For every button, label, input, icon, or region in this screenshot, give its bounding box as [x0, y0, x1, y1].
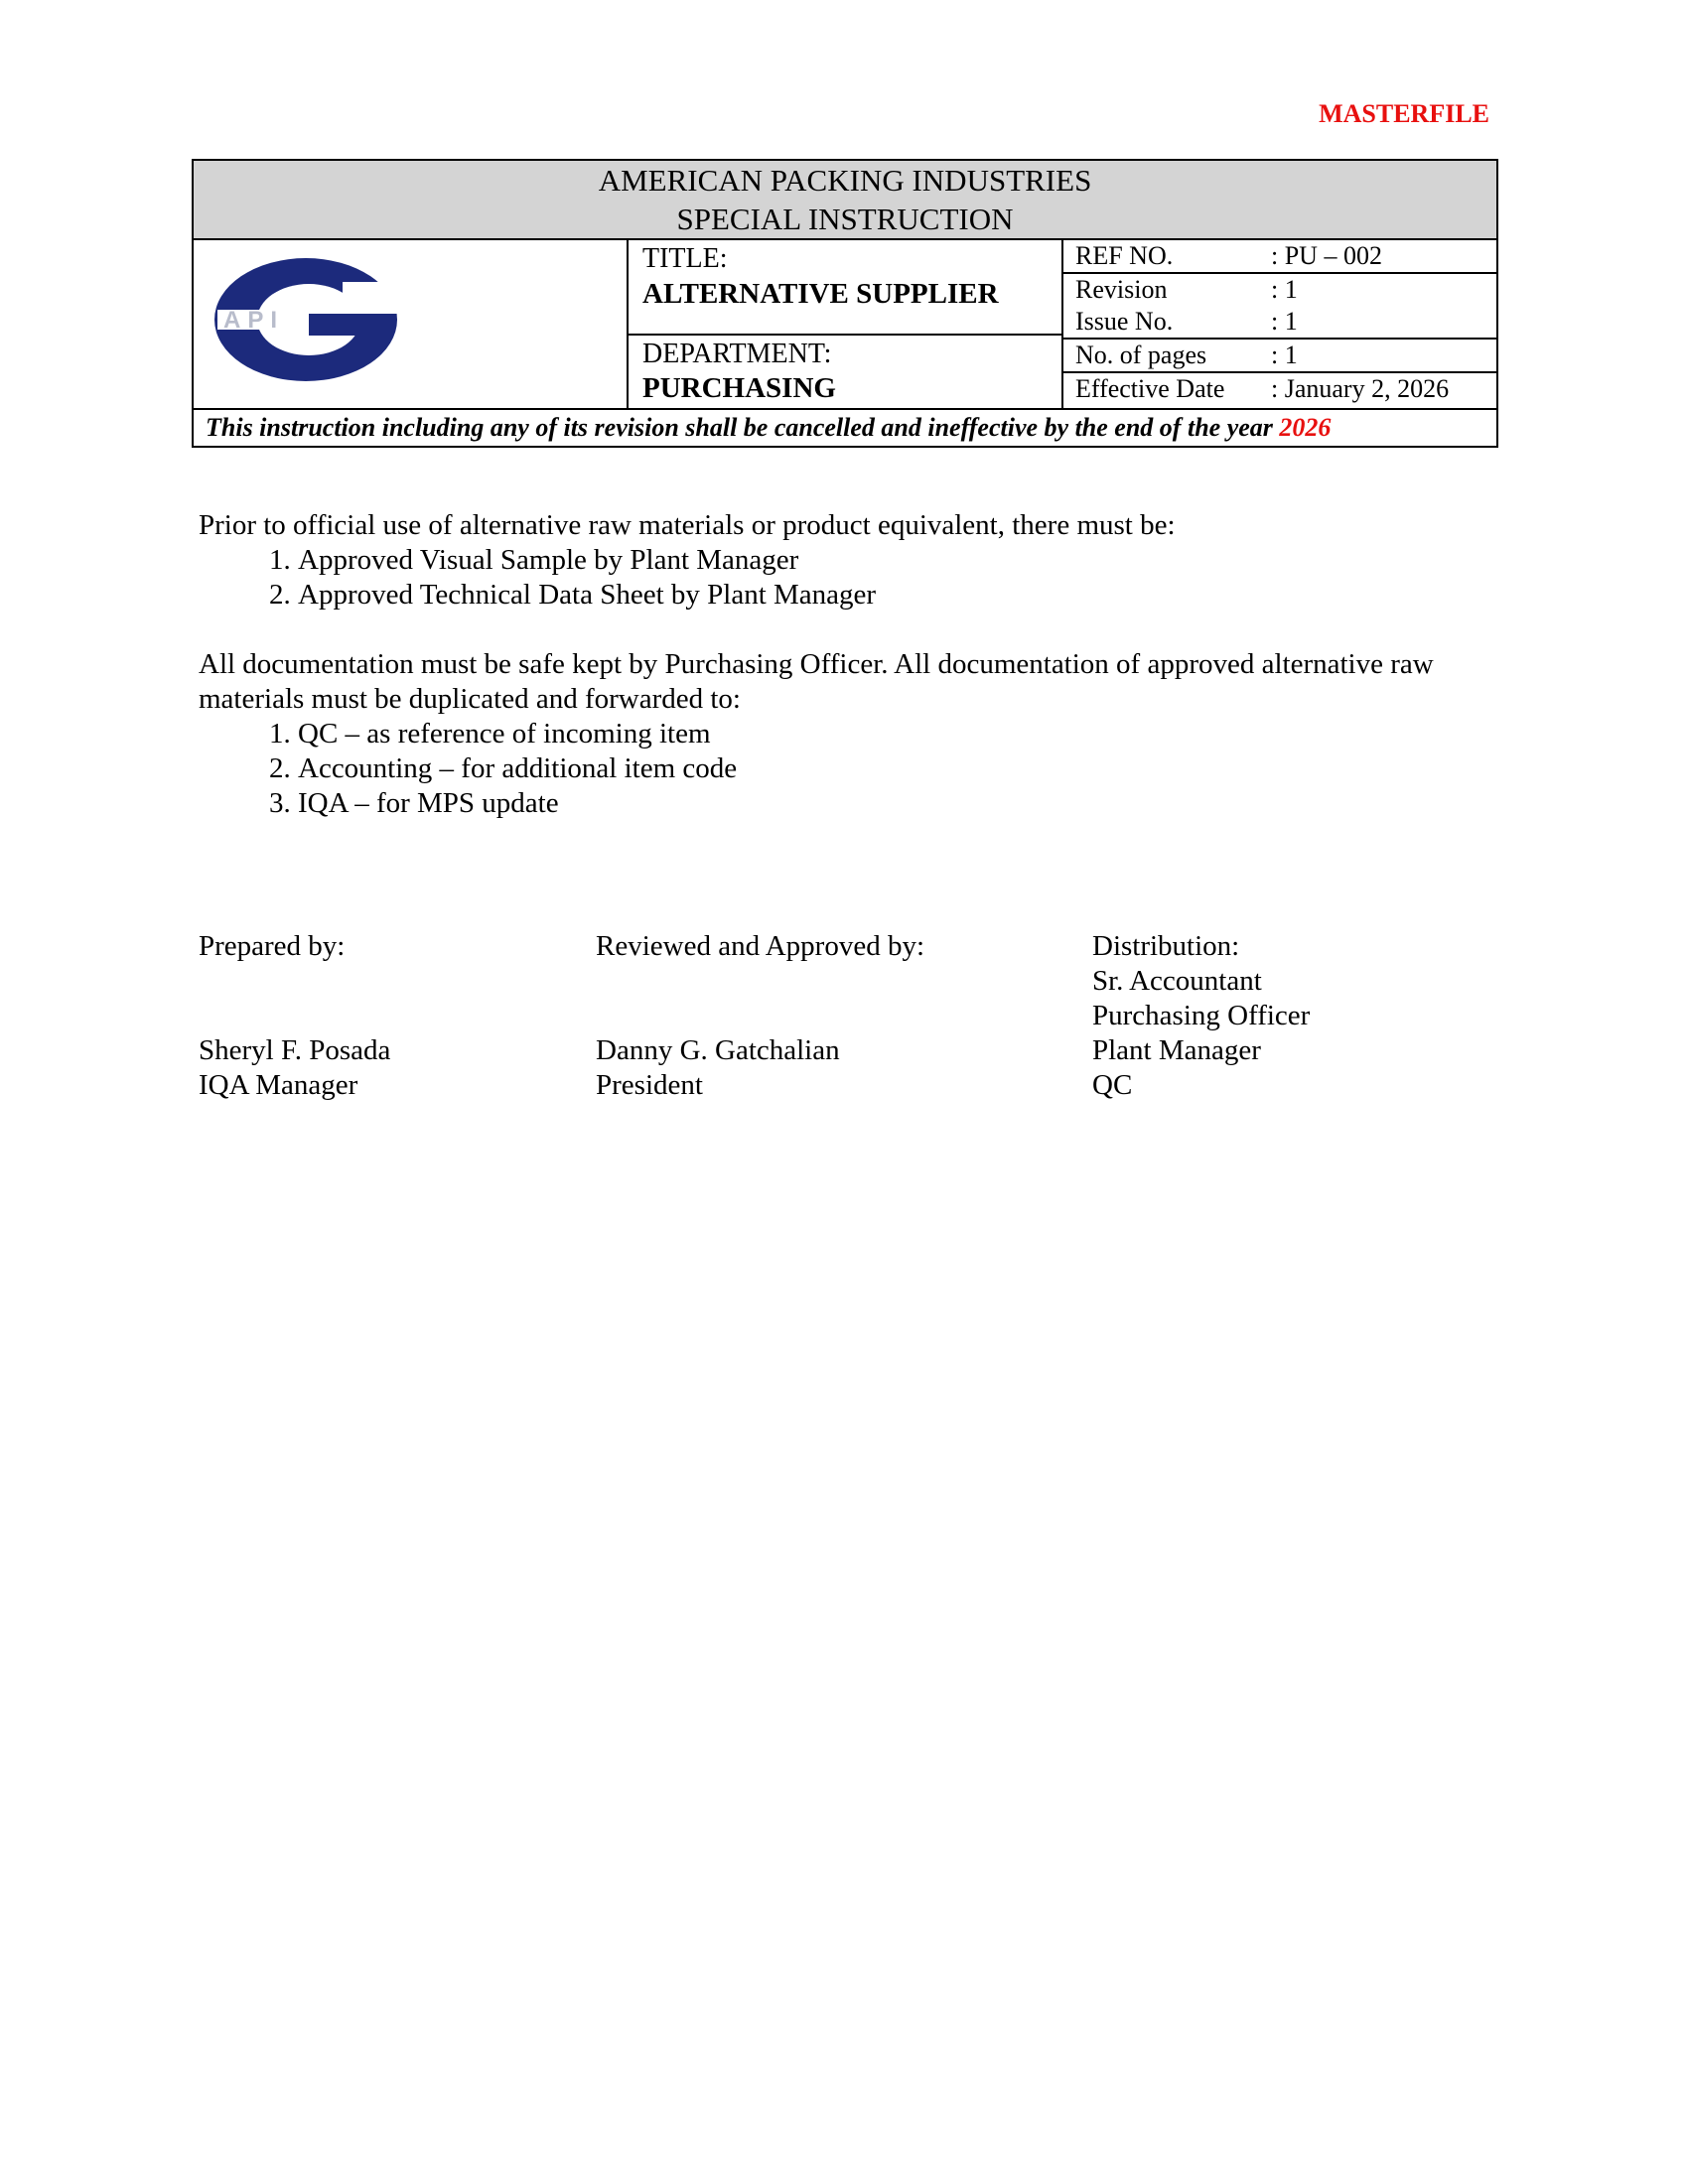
- requirements-list: [199, 543, 1489, 613]
- requirements-section: [199, 508, 1489, 613]
- department-label: DEPARTMENT:: [642, 339, 832, 369]
- reviewed-by-name: Danny G. Gatchalian: [596, 1034, 840, 1066]
- ref-no-label: REF NO.: [1063, 240, 1259, 273]
- ref-no-value: : PU – 002: [1259, 240, 1496, 273]
- department-value: PURCHASING: [642, 372, 836, 404]
- api-logo: [194, 242, 418, 401]
- masterfile-stamp: MASTERFILE: [1319, 99, 1489, 128]
- reviewed-by-block: [596, 929, 924, 1103]
- notice-year: 2026: [1279, 413, 1332, 442]
- distribution-item: Plant Manager: [1092, 1034, 1261, 1066]
- effective-date-label: Effective Date: [1075, 374, 1225, 403]
- revision-label: Revision: [1075, 275, 1168, 304]
- logo-text: API: [223, 307, 285, 334]
- notice-text: This instruction including any of its revision shall be cancelled and ineffective by the end of the year: [206, 413, 1273, 442]
- reviewed-by-label: Reviewed and Approved by:: [596, 930, 925, 962]
- issue-row: [1063, 306, 1496, 339]
- documentation-intro: All documentation must be safe kept by Purchasing Officer. All documentation of approved alternative raw materials must be duplicated and forwarded to:: [199, 648, 1434, 715]
- document-type: SPECIAL INSTRUCTION: [676, 202, 1014, 236]
- distribution-block: [1092, 929, 1310, 1103]
- title-value: ALTERNATIVE SUPPLIER: [642, 278, 999, 310]
- effective-date-value: : January 2, 2026: [1271, 374, 1450, 403]
- distribution-section: [199, 647, 1479, 821]
- list-item: 1. Approved Visual Sample by Plant Manager: [298, 543, 1489, 578]
- pages-value: : 1: [1259, 339, 1496, 372]
- distribution-item: Sr. Accountant: [1092, 965, 1262, 997]
- pages-label: No. of pages: [1063, 339, 1259, 372]
- reference-cell: [1062, 239, 1497, 409]
- prepared-by-label: Prepared by:: [199, 930, 346, 962]
- logo-cell: [193, 239, 628, 409]
- list-item: 1. QC – as reference of incoming item: [298, 717, 1479, 751]
- effective-date-row: [1063, 372, 1496, 405]
- list-item: 2. Accounting – for additional item code: [298, 751, 1479, 786]
- company-banner: [193, 160, 1497, 239]
- forwarding-list: [199, 717, 1479, 821]
- list-item: 3. IQA – for MPS update: [298, 786, 1479, 821]
- list-item: 2. Approved Technical Data Sheet by Plant Manager: [298, 578, 1489, 613]
- issue-value: : 1: [1259, 306, 1496, 339]
- company-name: AMERICAN PACKING INDUSTRIES: [598, 163, 1092, 198]
- cancellation-notice: [193, 409, 1497, 447]
- revision-value: : 1: [1271, 275, 1298, 304]
- distribution-item: QC: [1092, 1069, 1133, 1101]
- title-dept-cell: [628, 239, 1062, 409]
- prepared-by-title: IQA Manager: [199, 1069, 358, 1101]
- ref-no-row: [1063, 240, 1496, 273]
- distribution-item: Purchasing Officer: [1092, 1000, 1311, 1031]
- issue-label: Issue No.: [1063, 306, 1259, 339]
- reviewed-by-title: President: [596, 1069, 703, 1101]
- reference-table: [1063, 240, 1496, 405]
- prepared-by-name: Sheryl F. Posada: [199, 1034, 391, 1066]
- requirements-intro: Prior to official use of alternative raw materials or product equivalent, there must be:: [199, 509, 1176, 541]
- pages-row: [1063, 339, 1496, 372]
- title-label: TITLE:: [642, 243, 728, 274]
- prepared-by-block: [199, 929, 390, 1103]
- document-header: [192, 159, 1498, 448]
- revision-row: [1063, 273, 1496, 306]
- distribution-label: Distribution:: [1092, 930, 1240, 962]
